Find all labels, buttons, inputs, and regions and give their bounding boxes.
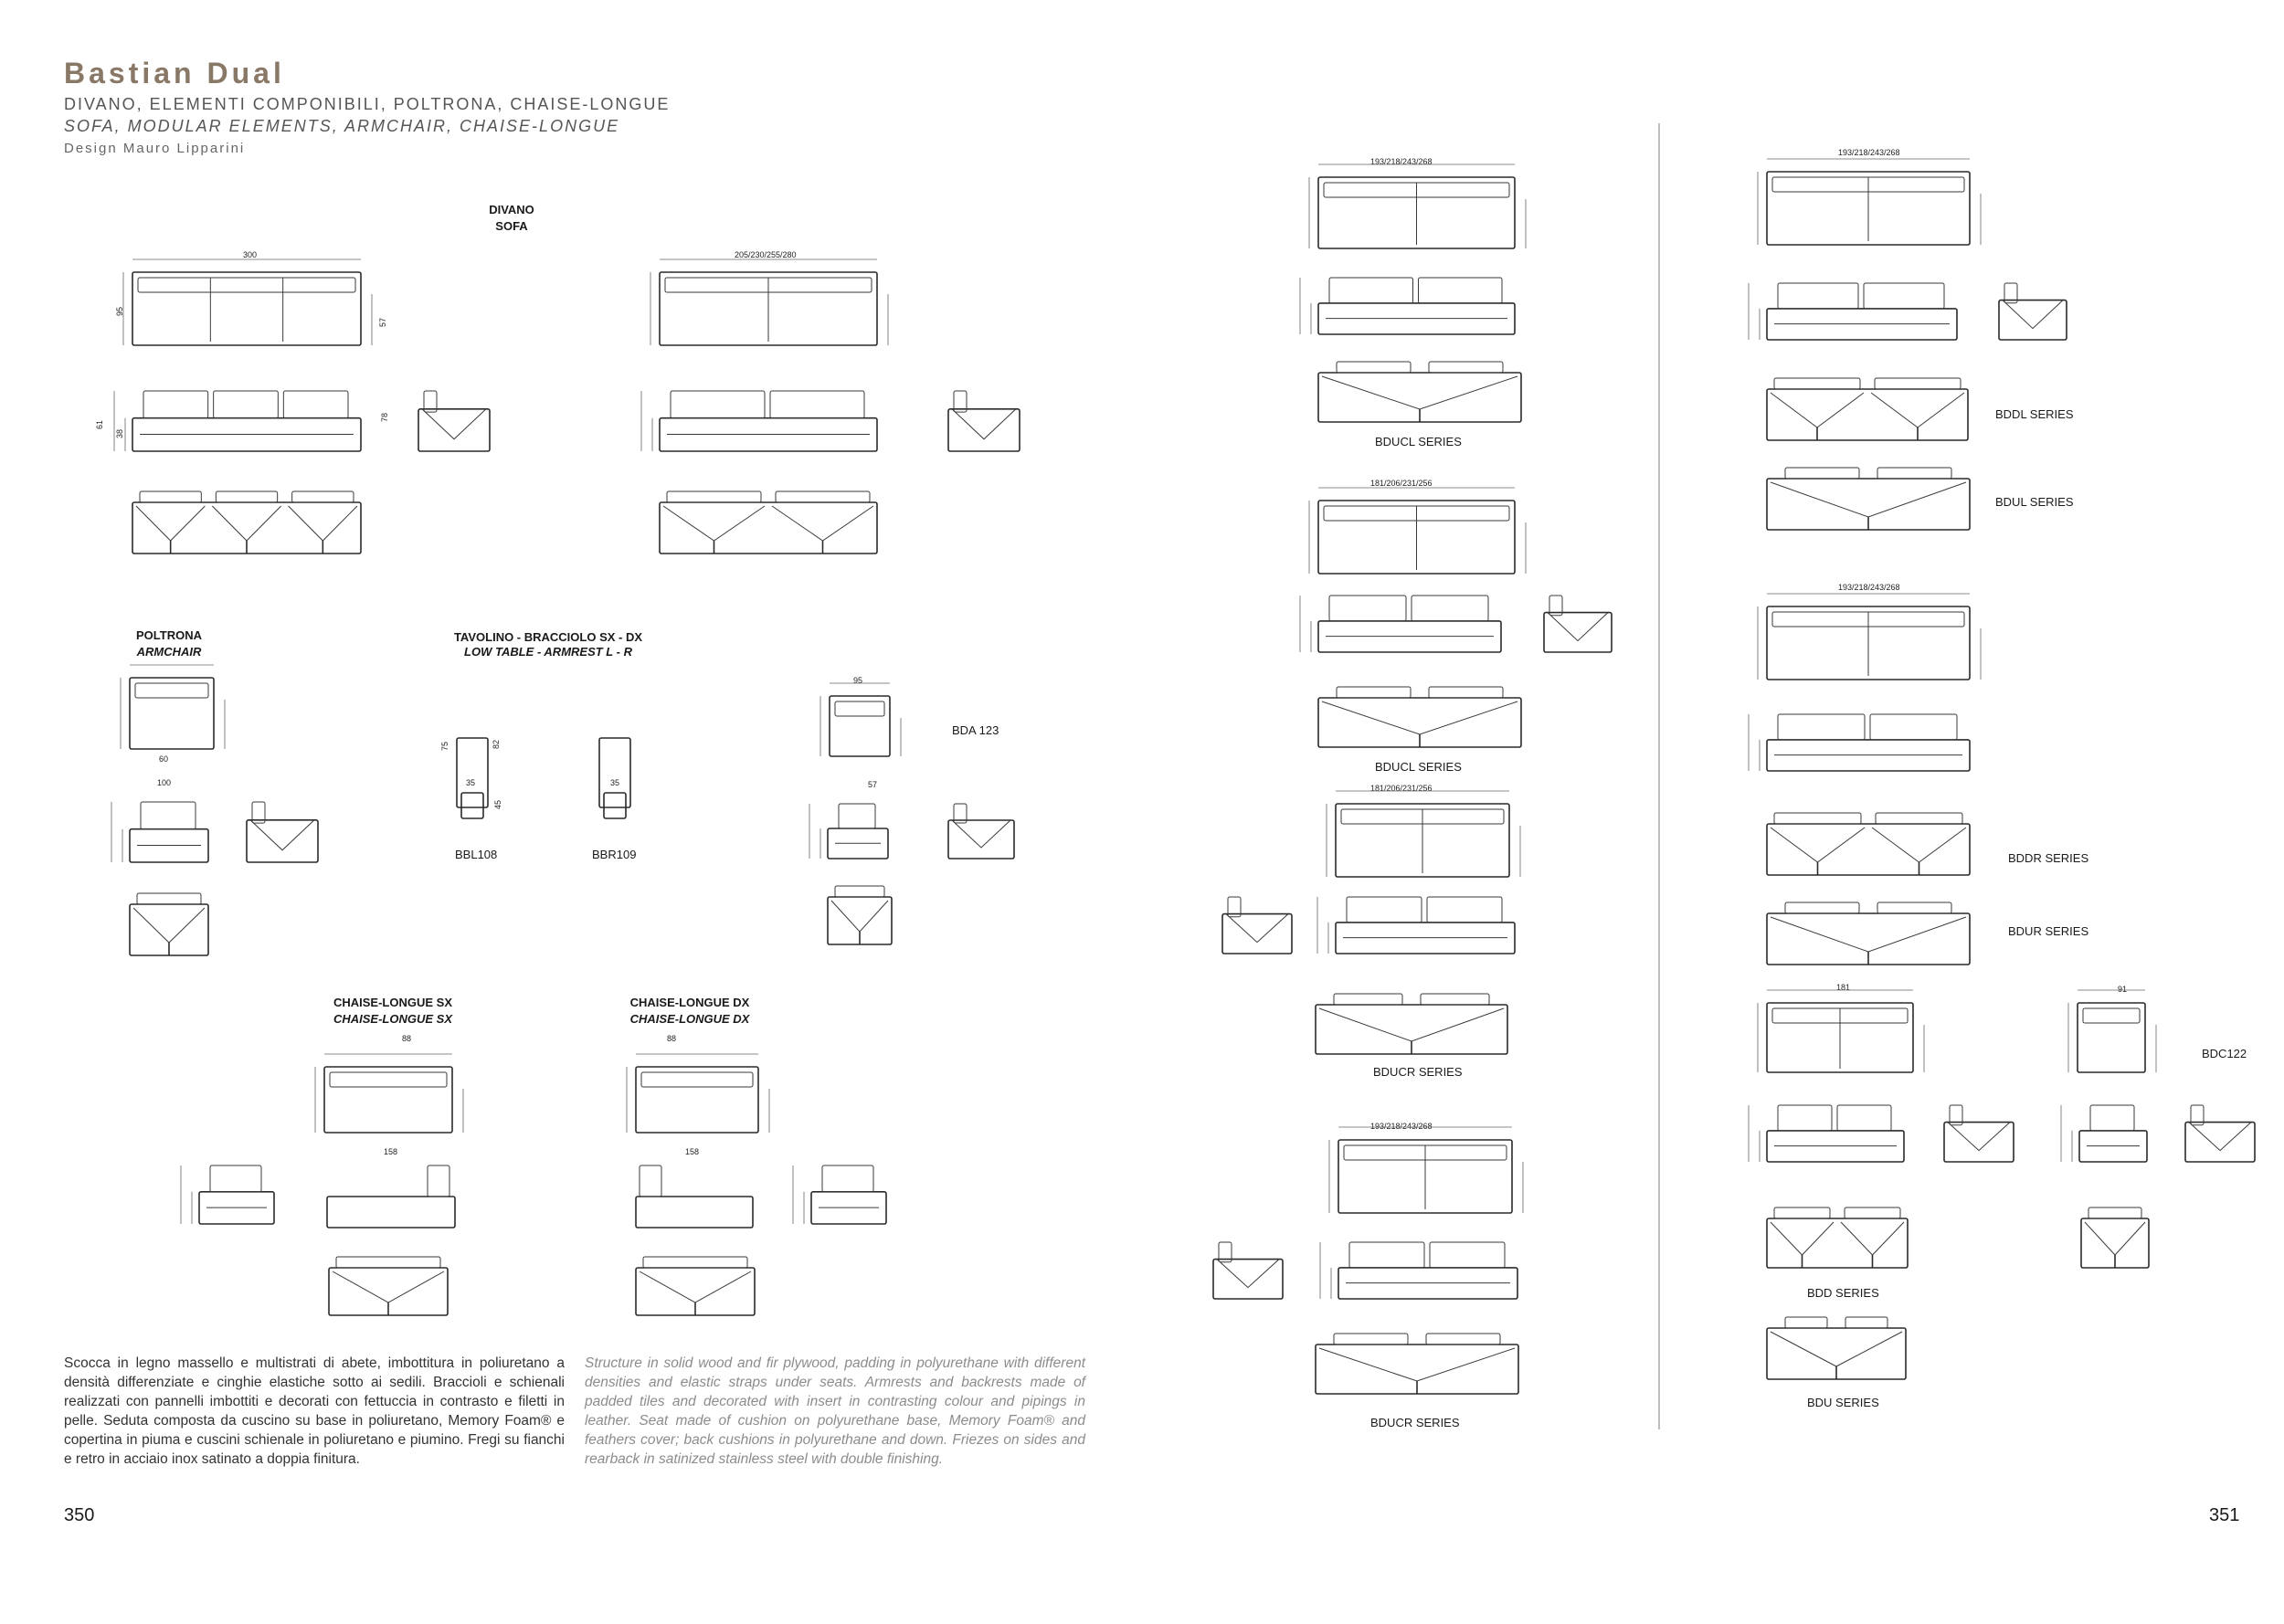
sofa-300-plan xyxy=(132,272,361,345)
dim-width-181-b: 181/206/231/256 xyxy=(1370,784,1433,793)
dim-width-35-a: 35 xyxy=(466,778,476,787)
section-sofa-en: SOFA xyxy=(495,219,528,233)
product-title: Bastian Dual xyxy=(64,57,285,90)
code-bbl108: BBL108 xyxy=(455,848,498,861)
dim-height-78: 78 xyxy=(380,412,389,422)
bdc122-plan xyxy=(2078,1003,2145,1072)
code-bdc122: BDC122 xyxy=(2202,1047,2247,1060)
armrest-l-top xyxy=(461,793,483,818)
bddr-back xyxy=(1767,824,1970,875)
section-armchair-it: POLTRONA xyxy=(136,628,202,642)
section-sofa-it: DIVANO xyxy=(489,203,534,216)
page-number-left: 350 xyxy=(64,1505,95,1525)
dim-width-193-b: 193/218/243/268 xyxy=(1838,148,1900,157)
sofa-205-back xyxy=(660,502,877,554)
section-chaise-dx-it: CHAISE-LONGUE DX xyxy=(629,996,750,1009)
dim-width-35-b: 35 xyxy=(610,778,620,787)
dim-height-61: 61 xyxy=(95,419,104,429)
section-chaise-dx-en: CHAISE-LONGUE DX xyxy=(629,1012,750,1026)
series-bddl: BDDL SERIES xyxy=(1995,407,2074,421)
dim-height-45: 45 xyxy=(493,799,502,809)
dim-width-300: 300 xyxy=(243,250,258,259)
dim-width-181: 181 xyxy=(1836,983,1851,992)
bdd-back xyxy=(1767,1218,1908,1268)
dim-height-82: 82 xyxy=(492,739,501,749)
chaise-sx-plan xyxy=(324,1067,452,1133)
dim-height-57: 57 xyxy=(378,317,387,327)
bddl-back xyxy=(1767,389,1968,440)
dim-width-60: 60 xyxy=(159,754,169,764)
dim-width-57: 57 xyxy=(868,780,878,789)
series-bdu: BDU SERIES xyxy=(1807,1396,1879,1409)
dim-width-100: 100 xyxy=(157,778,172,787)
dim-width-95: 95 xyxy=(853,676,863,685)
series-bducl-2: BDUCL SERIES xyxy=(1375,760,1462,774)
series-bducr-2: BDUCR SERIES xyxy=(1370,1416,1460,1429)
chaise-sx-side xyxy=(327,1197,455,1228)
dim-height-38: 38 xyxy=(115,428,124,438)
section-chaise-sx-it: CHAISE-LONGUE SX xyxy=(333,996,452,1009)
bda123-plan xyxy=(830,696,890,756)
product-subtitle-en: SOFA, MODULAR ELEMENTS, ARMCHAIR, CHAISE-LONGUE xyxy=(64,117,620,135)
section-chaise-sx-en: CHAISE-LONGUE SX xyxy=(333,1012,452,1026)
dim-width-91: 91 xyxy=(2118,985,2128,994)
dim-width-88-a: 88 xyxy=(402,1034,412,1043)
code-bda123: BDA 123 xyxy=(952,723,999,737)
description-italian: Scocca in legno massello e multistrati di abete, imbottitura in poliuretano a densità differenziate e cinghie elastiche sotto ai sedili. Braccioli e schienali realizzati con pannelli imbottiti e decorati con fettuccia in contrasto e filetti in pelle. Seduta composta da cuscino su base in poliuretano, Memory Foam® e copertina in piuma e cuscini schienale in poliuretano e piumino. Fregi su fianchi e retro in acciaio inox satinato a doppia finitura. xyxy=(64,1355,565,1467)
dim-width-158-a: 158 xyxy=(384,1147,398,1156)
section-armchair-en: ARMCHAIR xyxy=(136,645,202,659)
series-bdul: BDUL SERIES xyxy=(1995,495,2074,509)
dim-height-95: 95 xyxy=(115,306,124,316)
dim-width-181-a: 181/206/231/256 xyxy=(1370,479,1433,488)
series-bddr: BDDR SERIES xyxy=(2008,851,2089,865)
dim-width-88-b: 88 xyxy=(667,1034,677,1043)
description-english: Structure in solid wood and fir plywood, padding in polyurethane with different densities and elastic straps under seats. Armrests and backrests made of padded tiles and decorated with insert in contrasting colour and pipings in leather. Seat made of cushion on polyurethane base, Memory Foam® and feathers cover; back cushions in polyurethane and down. Friezes on sides and rearback in satinized stainless steel with double finishing. xyxy=(585,1355,1085,1467)
chaise-dx-side xyxy=(636,1197,753,1228)
code-bbr109: BBR109 xyxy=(592,848,637,861)
dim-width-158-b: 158 xyxy=(685,1147,700,1156)
series-bducr-1: BDUCR SERIES xyxy=(1373,1065,1463,1079)
series-bducl-1: BDUCL SERIES xyxy=(1375,435,1462,448)
product-subtitle-it: DIVANO, ELEMENTI COMPONIBILI, POLTRONA, CHAISE-LONGUE xyxy=(64,95,671,113)
dim-height-75: 75 xyxy=(440,741,449,751)
dim-width-205: 205/230/255/280 xyxy=(735,250,797,259)
dim-width-193-c: 193/218/243/268 xyxy=(1838,583,1900,592)
dim-width-193-a: 193/218/243/268 xyxy=(1370,157,1433,166)
page-number-right: 351 xyxy=(2209,1505,2240,1525)
series-bdur: BDUR SERIES xyxy=(2008,924,2089,938)
designer-credit: Design Mauro Lipparini xyxy=(64,141,246,156)
armchair-plan xyxy=(130,678,214,749)
dim-width-193-d: 193/218/243/268 xyxy=(1370,1122,1433,1131)
armrest-r-top xyxy=(604,793,626,818)
series-bdd: BDD SERIES xyxy=(1807,1286,1879,1300)
section-table-en: LOW TABLE - ARMREST L - R xyxy=(464,645,632,659)
section-table-it: TAVOLINO - BRACCIOLO SX - DX xyxy=(453,630,643,644)
chaise-dx-plan xyxy=(636,1067,758,1133)
